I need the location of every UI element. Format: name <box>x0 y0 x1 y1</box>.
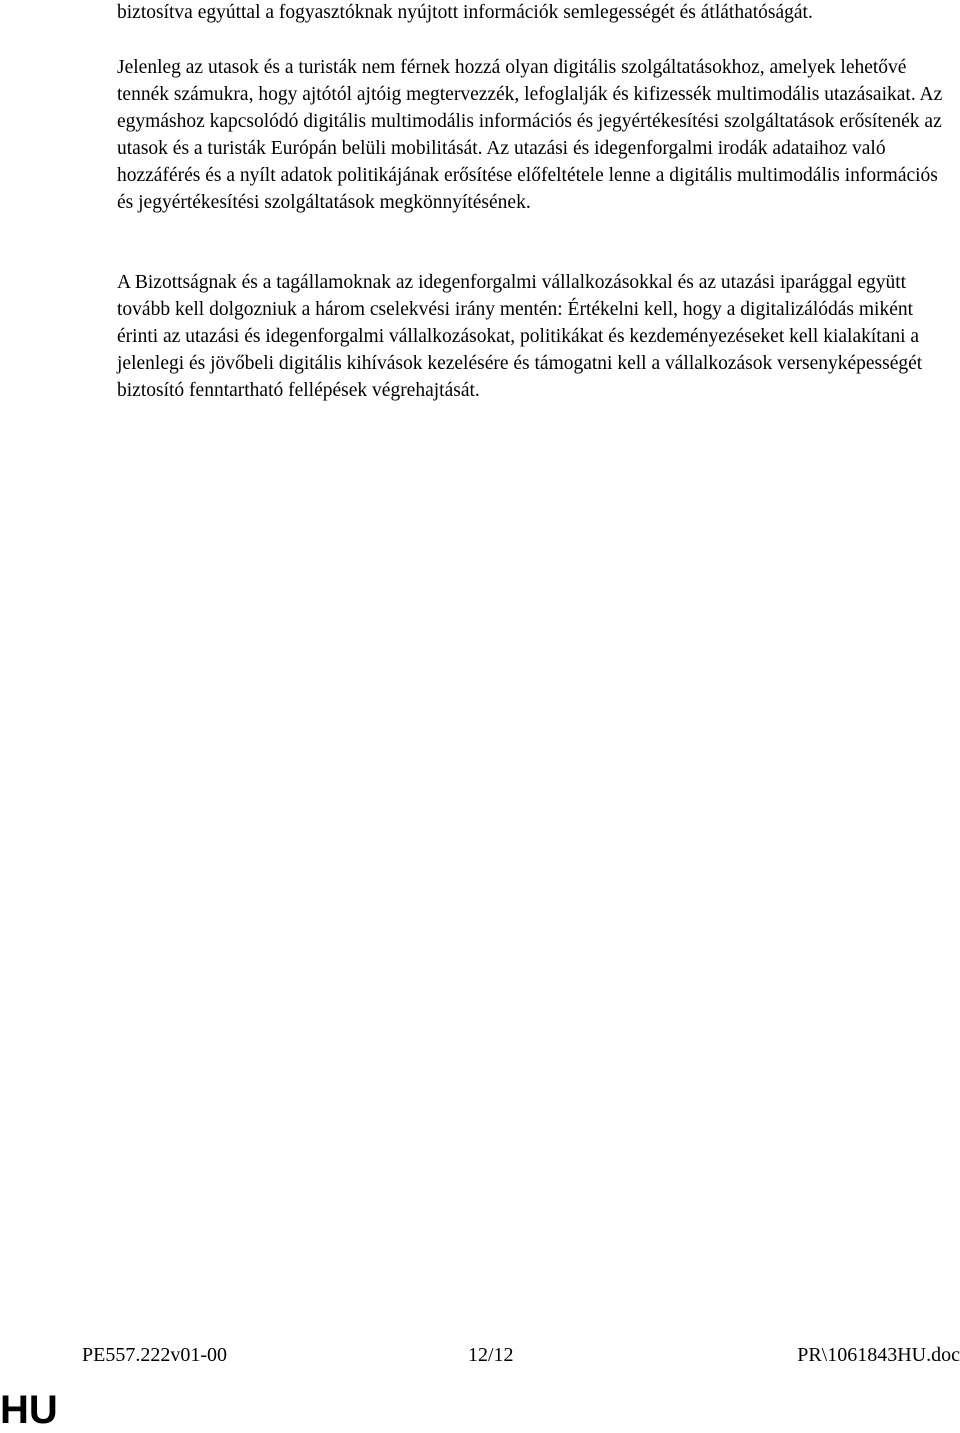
footer-page-number: 12/12 <box>468 1344 514 1366</box>
paragraph-1: biztosítva egyúttal a fogyasztóknak nyújtott információk semlegességét és átláthatóságát. <box>117 2 813 23</box>
language-code: HU <box>0 1388 58 1432</box>
footer-reference: PE557.222v01-00 <box>82 1344 227 1366</box>
paragraph-2: Jelenleg az utasok és a turisták nem férnek hozzá olyan digitális szolgáltatásokhoz, amelyek lehetővé tennék számukra, hogy ajtótól ajtóig megtervezzék, lefoglalják és kifizessék multimodális utazásaikat. Az egymáshoz kapcsolódó digitális multimodális információs és jegyértékesítési szolgáltatások erősítenék az utasok és a turisták Európán belüli mobilitását. Az utazási és idegenforgalmi irodák adataihoz való hozzáférés és a nyílt adatok politikájának erősítése előfeltétele lenne a digitális multimodális információs és jegyértékesítési szolgáltatások megkönnyítésének. <box>117 57 943 213</box>
page-footer <box>82 1340 960 1370</box>
footer-document-id: PR\1061843HU.doc <box>797 1344 960 1366</box>
paragraph-3: A Bizottságnak és a tagállamoknak az idegenforgalmi vállalkozásokkal és az utazási iparággal együtt tovább kell dolgozniuk a három cselekvési irány mentén: Értékelni kell, hogy a digitalizálódás miként érinti az utazási és idegenforgalmi vállalkozásokat, politikákat és kezdeményezéseket kell kialakítani a jelenlegi és jövőbeli digitális kihívások kezelésére és támogatni kell a vállalkozások versenyképességét biztosító fenntartható fellépések végrehajtását. <box>117 272 923 401</box>
